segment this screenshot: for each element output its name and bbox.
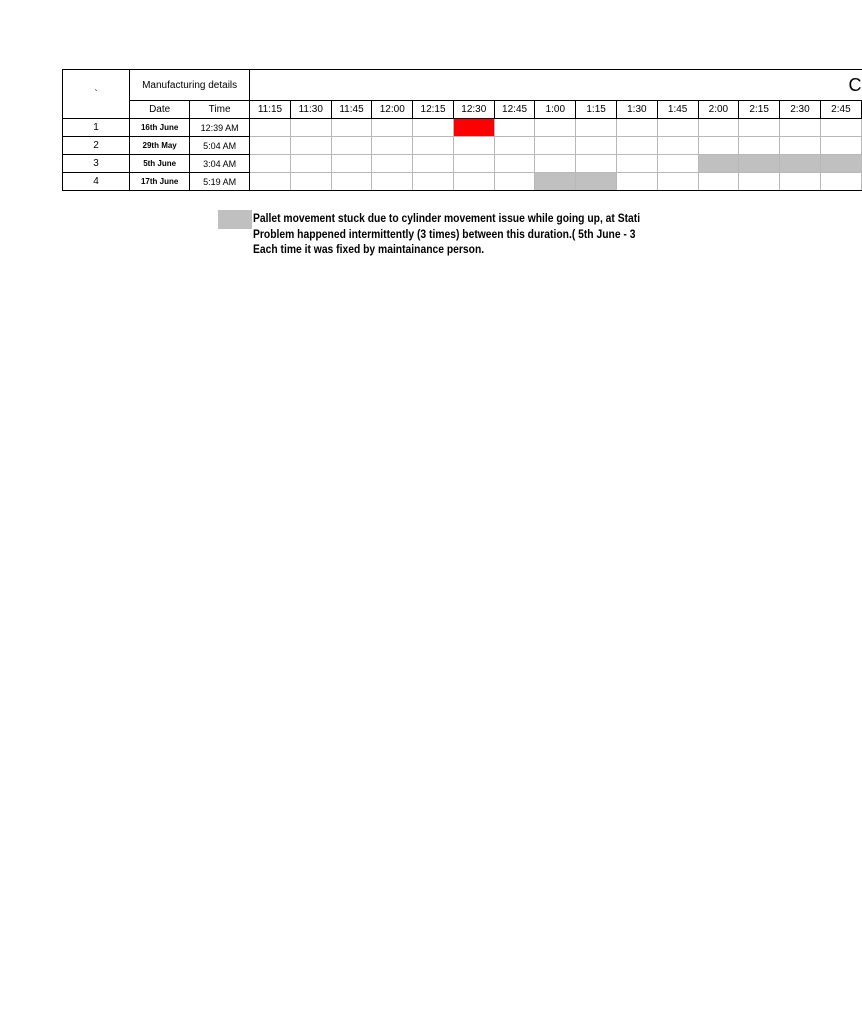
time-slot-cell [331, 137, 372, 155]
table-row [63, 173, 862, 191]
row-time: 5:19 AM [190, 173, 250, 191]
time-slot-cell [820, 137, 861, 155]
time-slot-cell [250, 137, 291, 155]
time-slot-cell [739, 173, 780, 191]
time-header: Time [190, 101, 250, 119]
legend-line-2: Problem happened intermittently (3 times) between this duration.( 5th June - 3 [253, 226, 636, 241]
time-slot-cell [494, 119, 535, 137]
header-row-times [63, 101, 862, 119]
table-row [63, 137, 862, 155]
corner-mark: ` [63, 70, 130, 119]
time-slot-cell [494, 155, 535, 173]
legend-line-3: Each time it was fixed by maintainance person. [253, 242, 485, 256]
schedule-table [62, 69, 862, 191]
time-slot-cell [494, 137, 535, 155]
time-slot-cell [657, 137, 698, 155]
time-slot-cell [616, 137, 657, 155]
time-slot-cell [698, 137, 739, 155]
time-slot-header: 12:00 [372, 101, 413, 119]
time-slot-header: 12:15 [413, 101, 454, 119]
time-slot-cell [413, 137, 454, 155]
time-slot-cell [372, 155, 413, 173]
time-slot-cell [576, 137, 617, 155]
time-slot-cell [698, 173, 739, 191]
highlighted-slot-cell [780, 155, 821, 173]
row-index: 4 [63, 173, 130, 191]
row-index: 2 [63, 137, 130, 155]
row-date: 16th June [130, 119, 190, 137]
time-slot-header: 2:45 [820, 101, 861, 119]
time-slot-header: 1:00 [535, 101, 576, 119]
legend-swatch [218, 210, 252, 229]
sheet-title: C [250, 70, 862, 101]
time-slot-cell [372, 119, 413, 137]
highlighted-slot-cell [698, 155, 739, 173]
header-row-top [63, 70, 862, 101]
date-header: Date [130, 101, 190, 119]
time-slot-header: 11:30 [290, 101, 331, 119]
time-slot-cell [576, 155, 617, 173]
row-date: 29th May [130, 137, 190, 155]
time-slot-cell [780, 119, 821, 137]
time-slot-cell [657, 173, 698, 191]
time-slot-header: 12:45 [494, 101, 535, 119]
time-slot-header: 11:45 [331, 101, 372, 119]
highlighted-slot-cell [739, 155, 780, 173]
time-slot-cell [780, 173, 821, 191]
table-row [63, 155, 862, 173]
time-slot-header: 1:45 [657, 101, 698, 119]
row-date: 17th June [130, 173, 190, 191]
time-slot-cell [413, 119, 454, 137]
time-slot-header: 2:15 [739, 101, 780, 119]
row-time: 3:04 AM [190, 155, 250, 173]
time-slot-cell [290, 173, 331, 191]
time-slot-cell [739, 137, 780, 155]
time-slot-cell [616, 173, 657, 191]
row-date: 5th June [130, 155, 190, 173]
time-slot-cell [616, 119, 657, 137]
time-slot-cell [535, 119, 576, 137]
row-time: 12:39 AM [190, 119, 250, 137]
time-slot-cell [331, 155, 372, 173]
legend-line-1: Pallet movement stuck due to cylinder movement issue while going up, at Stati [253, 211, 641, 225]
time-slot-cell [413, 173, 454, 191]
time-slot-cell [331, 173, 372, 191]
time-slot-cell [250, 173, 291, 191]
row-time: 5:04 AM [190, 137, 250, 155]
time-slot-cell [657, 119, 698, 137]
time-slot-cell [820, 173, 861, 191]
time-slot-header: 12:30 [453, 101, 494, 119]
row-index: 1 [63, 119, 130, 137]
time-slot-header: 11:15 [250, 101, 291, 119]
time-slot-cell [576, 119, 617, 137]
time-slot-cell [780, 137, 821, 155]
time-slot-cell [372, 173, 413, 191]
time-slot-cell [820, 119, 861, 137]
time-slot-header: 1:30 [616, 101, 657, 119]
time-slot-cell [250, 155, 291, 173]
time-slot-header: 2:00 [698, 101, 739, 119]
spreadsheet-area [62, 69, 862, 191]
highlighted-slot-cell [535, 173, 576, 191]
time-slot-cell [453, 155, 494, 173]
time-slot-cell [494, 173, 535, 191]
time-slot-cell [453, 137, 494, 155]
time-slot-header: 1:15 [576, 101, 617, 119]
time-slot-cell [290, 119, 331, 137]
manufacturing-details-header: Manufacturing details [130, 70, 250, 101]
time-slot-cell [535, 137, 576, 155]
time-slot-cell [331, 119, 372, 137]
row-index: 3 [63, 155, 130, 173]
time-slot-cell [250, 119, 291, 137]
highlighted-slot-cell [453, 119, 494, 137]
time-slot-cell [616, 155, 657, 173]
time-slot-cell [372, 137, 413, 155]
time-slot-cell [290, 155, 331, 173]
time-slot-cell [657, 155, 698, 173]
time-slot-cell [413, 155, 454, 173]
time-slot-cell [698, 119, 739, 137]
time-slot-cell [535, 155, 576, 173]
table-row [63, 119, 862, 137]
legend-text [253, 211, 769, 258]
highlighted-slot-cell [576, 173, 617, 191]
time-slot-cell [739, 119, 780, 137]
time-slot-cell [453, 173, 494, 191]
legend-note [218, 210, 696, 270]
highlighted-slot-cell [820, 155, 861, 173]
time-slot-header: 2:30 [780, 101, 821, 119]
time-slot-cell [290, 137, 331, 155]
